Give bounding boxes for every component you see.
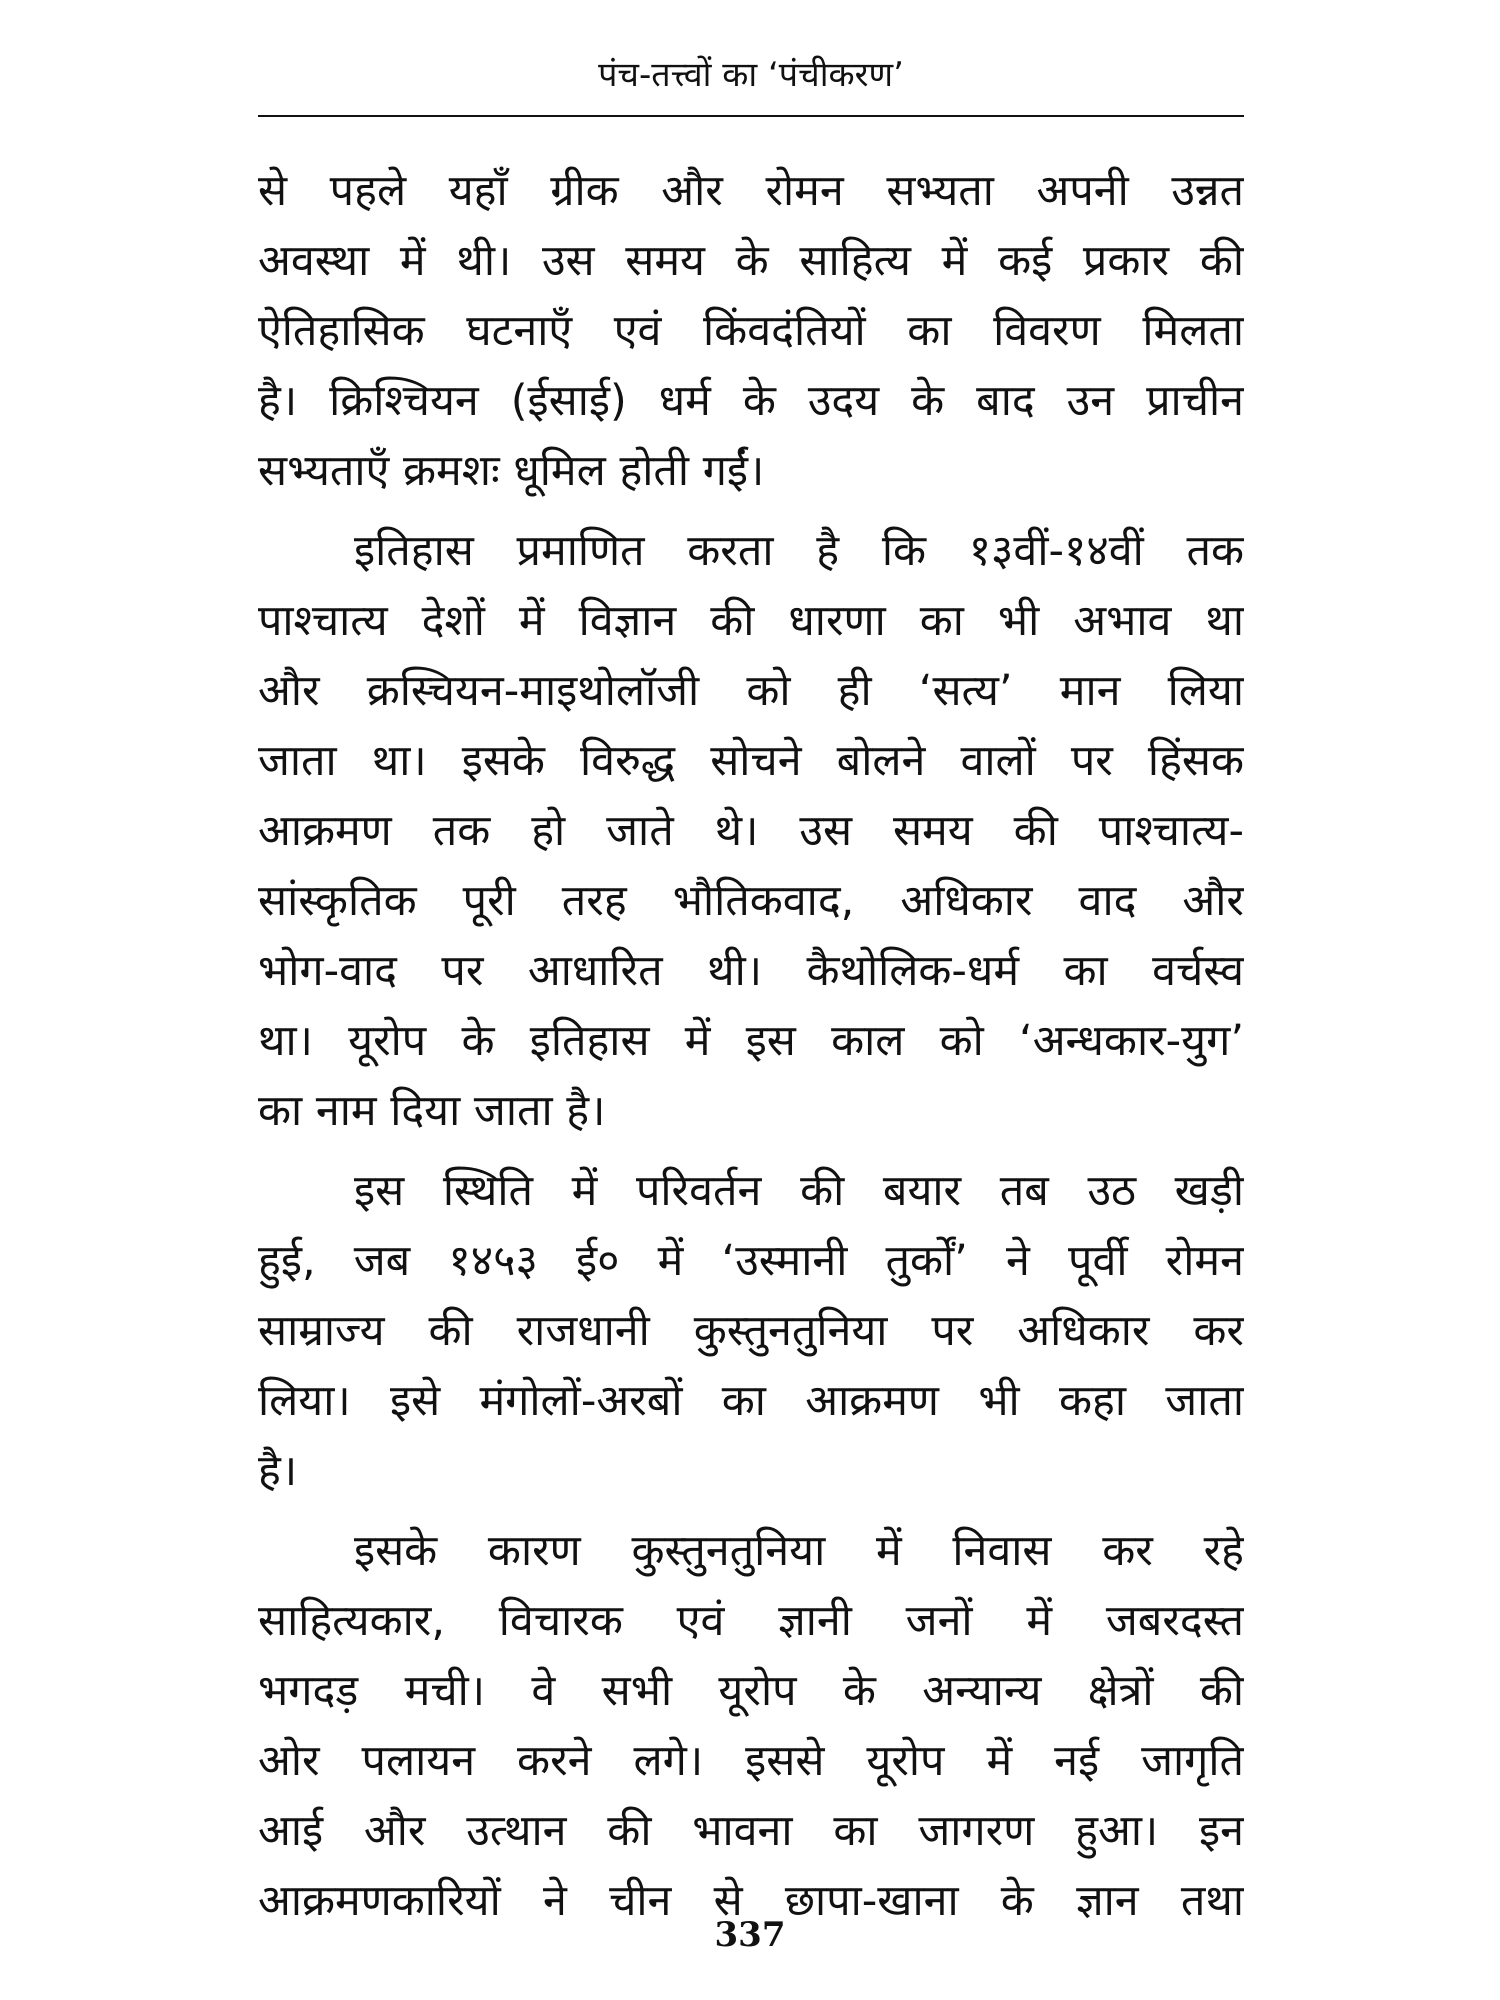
text-line: साहित्यकार, विचारक एवं ज्ञानी जनों में जबरदस्त — [258, 1596, 1244, 1646]
paragraph — [258, 516, 1244, 1146]
text-line: पाश्चात्य देशों में विज्ञान की धारणा का भी अभाव था — [258, 596, 1244, 646]
text-line: सभ्यताएँ क्रमशः धूमिल होती गईं। — [258, 446, 765, 496]
header-rule — [258, 115, 1244, 117]
body-text — [258, 156, 1244, 1946]
text-line: हुई, जब १४५३ ई० में ‘उस्मानी तुर्कों’ ने पूर्वी रोमन — [258, 1236, 1244, 1286]
text-line: ओर पलायन करने लगे। इससे यूरोप में नई जागृति — [258, 1736, 1244, 1786]
text-line: का नाम दिया जाता है। — [258, 1086, 606, 1136]
text-line: इसके कारण कुस्तुनतुनिया में निवास कर रहे — [354, 1526, 1244, 1576]
text-line: लिया। इसे मंगोलों-अरबों का आक्रमण भी कहा जाता — [258, 1376, 1244, 1426]
paragraph — [258, 1516, 1244, 1936]
page-number: 337 — [714, 1915, 786, 1955]
text-line: था। यूरोप के इतिहास में इस काल को ‘अन्धकार-युग’ — [258, 1016, 1244, 1066]
text-line: भगदड़ मची। वे सभी यूरोप के अन्यान्य क्षेत्रों की — [258, 1666, 1244, 1716]
text-line: सांस्कृतिक पूरी तरह भौतिकवाद, अधिकार वाद और — [258, 876, 1244, 926]
text-line: आक्रमणकारियों ने चीन से छापा-खाना के ज्ञान तथा — [258, 1876, 1244, 1926]
text-line: है। — [258, 1446, 298, 1496]
text-line: जाता था। इसके विरुद्ध सोचने बोलने वालों पर हिंसक — [258, 736, 1244, 786]
text-line: भोग-वाद पर आधारित थी। कैथोलिक-धर्म का वर्चस्व — [258, 946, 1244, 996]
text-line: और क्रस्चियन-माइथोलॉजी को ही ‘सत्य’ मान लिया — [258, 666, 1244, 716]
text-line: से पहले यहाँ ग्रीक और रोमन सभ्यता अपनी उन्नत — [258, 166, 1244, 216]
paragraph — [258, 1156, 1244, 1506]
text-line: है। क्रिश्चियन (ईसाई) धर्म के उदय के बाद उन प्राचीन — [258, 376, 1244, 426]
text-line: अवस्था में थी। उस समय के साहित्य में कई प्रकार की — [258, 236, 1244, 286]
text-line: ऐतिहासिक घटनाएँ एवं किंवदंतियों का विवरण मिलता — [258, 306, 1244, 356]
paragraph — [258, 156, 1244, 506]
text-line: आई और उत्थान की भावना का जागरण हुआ। इन — [258, 1806, 1244, 1856]
text-line: इतिहास प्रमाणित करता है कि १३वीं-१४वीं तक — [354, 526, 1244, 576]
text-line: आक्रमण तक हो जाते थे। उस समय की पाश्चात्य- — [258, 806, 1244, 856]
text-line: साम्राज्य की राजधानी कुस्तुनतुनिया पर अधिकार कर — [258, 1306, 1244, 1356]
text-line: इस स्थिति में परिवर्तन की बयार तब उठ खड़ी — [354, 1166, 1244, 1216]
running-header: पंच-तत्त्वों का ‘पंचीकरण’ — [598, 55, 904, 95]
